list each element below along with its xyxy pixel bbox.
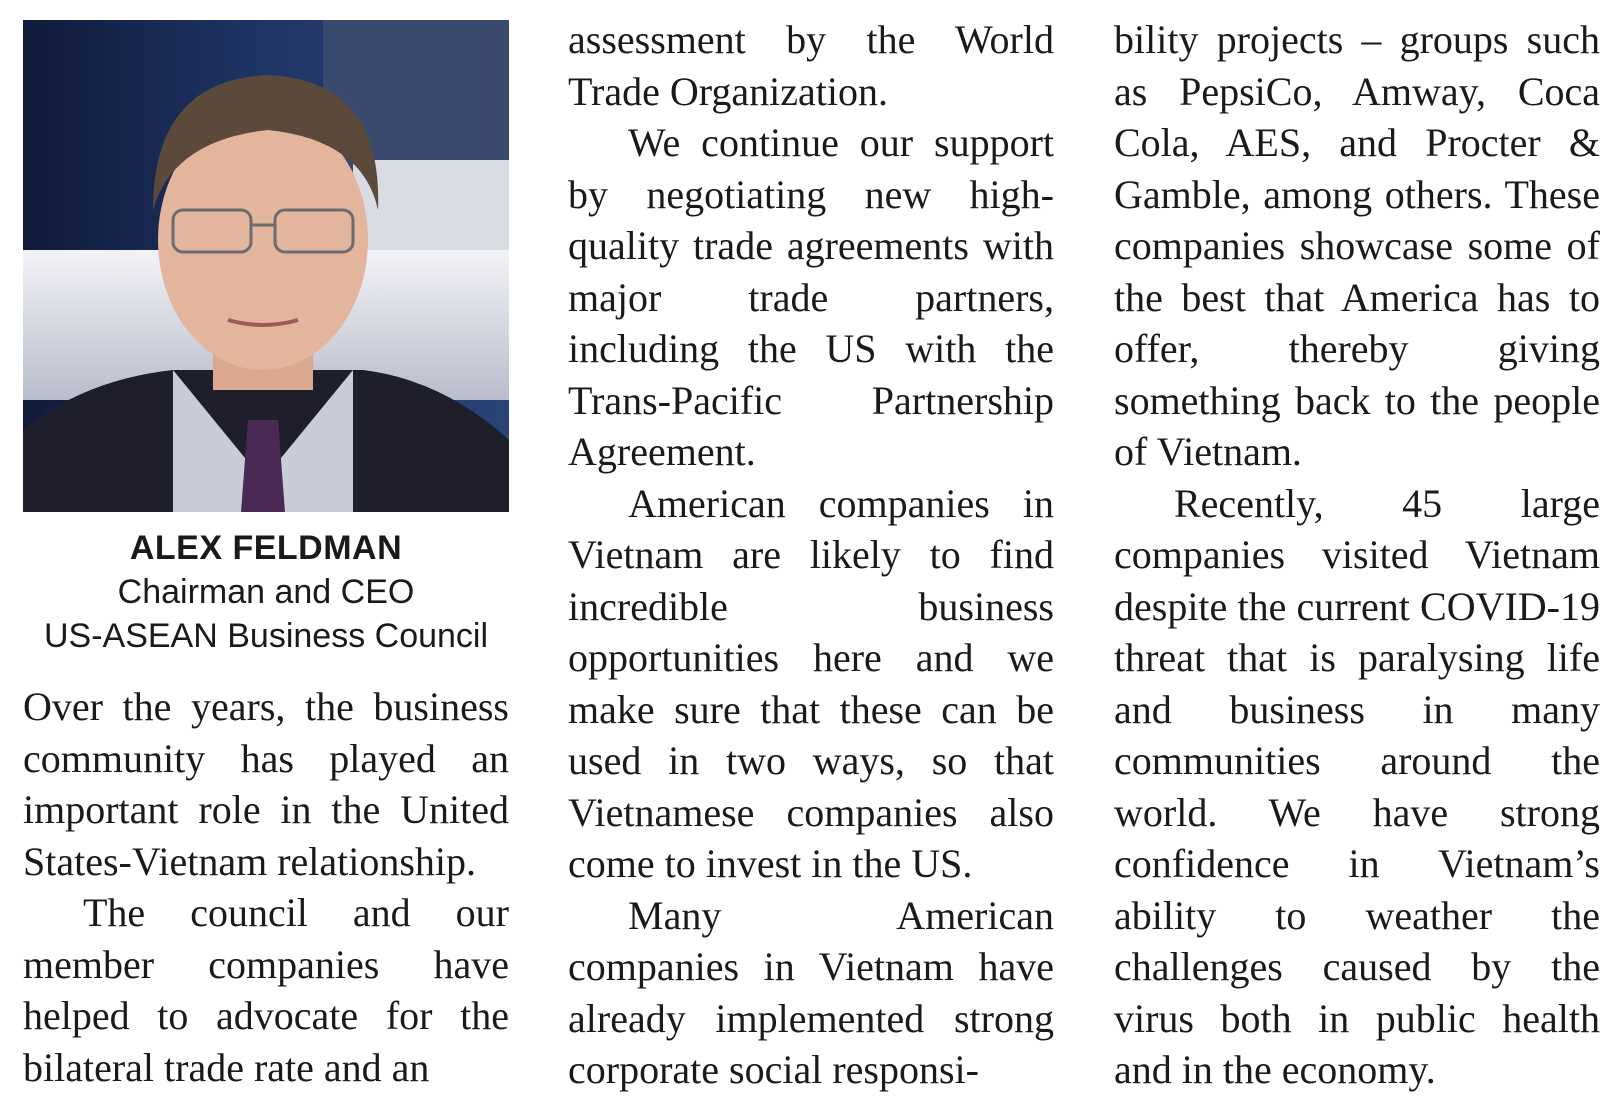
paragraph: We continue our support by negotiating new high-quality trade agreements with major trade partners, including the US with the Trans-Pacific Partnership Agreement.	[568, 120, 1054, 474]
author-organization: US-ASEAN Business Council	[43, 617, 489, 655]
article-column-2	[568, 14, 1054, 1096]
paragraph: The council and our member companies have helped to advocate for the bilateral trade rate and an	[23, 890, 509, 1090]
article-column-3	[1114, 14, 1600, 1096]
paragraph: Recently, 45 large companies visited Vietnam despite the current COVID-19 threat that is paralysing life and business in many communities around the world. We have strong confidence in Vietnam’s ability to weather the challenges caused by the virus both in public health and in the economy.	[1114, 480, 1600, 1092]
paragraph: bility projects – groups such as PepsiCo, Amway, Coca Cola, AES, and Procter & Gamble, among others. These companies showcase some of the best that America has to offer, thereby giving something back to the people of Vietnam.	[1114, 17, 1600, 474]
author-title: Chairman and CEO	[117, 573, 415, 611]
author-photo	[23, 20, 509, 512]
author-name: ALEX FELDMAN	[129, 529, 403, 567]
author-caption	[23, 526, 509, 658]
paragraph: Many American companies in Vietnam have already implemented strong corporate social responsi-	[568, 892, 1054, 1092]
paragraph: American companies in Vietnam are likely to find incredible business opportunities here and we make sure that these can be used in two ways, so that Vietnamese companies also come to invest in the US.	[568, 480, 1054, 886]
paragraph: Over the years, the business community has played an important role in the United States-Vietnam relationship.	[23, 684, 509, 884]
article-column-1	[23, 681, 509, 1093]
paragraph: assessment by the World Trade Organization.	[568, 17, 1054, 114]
